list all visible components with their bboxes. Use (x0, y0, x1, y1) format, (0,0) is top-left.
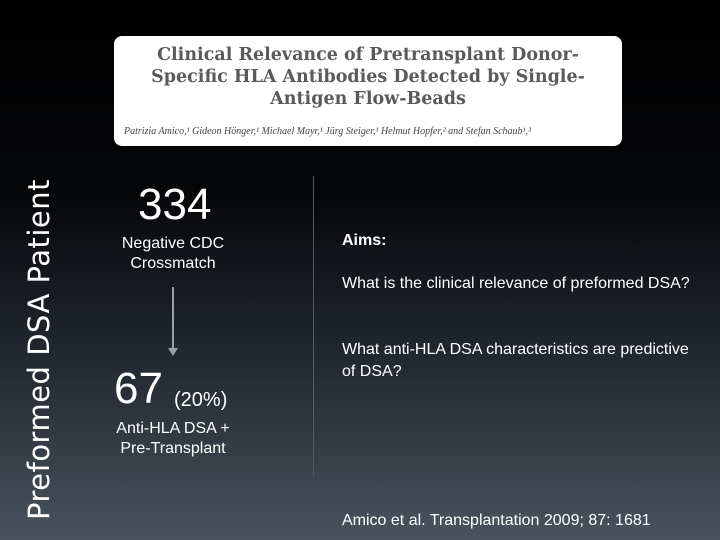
column-divider (313, 176, 314, 476)
paper-title: Clinical Relevance of Pretransplant Donor-Specific HLA Antibodies Detected by Single-Antigen Flow-Beads (151, 45, 585, 109)
arrow-down-icon (168, 348, 178, 356)
arrow-down-line (172, 287, 174, 349)
aim-question-1: What is the clinical relevance of preformed DSA? (342, 275, 690, 292)
dsa-positive-count: 67 (114, 364, 163, 413)
aim-question-2: What anti-HLA DSA characteristics are predictive of DSA? (342, 341, 689, 380)
total-patient-count: 334 (138, 180, 212, 229)
dsa-positive-percent: (20%) (174, 389, 228, 411)
slide-title: Preformed DSA Patient (22, 179, 56, 520)
citation: Amico et al. Transplantation 2009; 87: 1681 (342, 512, 651, 529)
aims-heading: Aims: (342, 232, 387, 249)
paper-authors: Patrizia Amico,¹ Gideon Hönger,¹ Michael Mayr,¹ Jürg Steiger,¹ Helmut Hopfer,² and Stefan Schaub¹,³ (124, 126, 532, 137)
paper-header-image (114, 36, 622, 146)
dsa-positive-label: Anti-HLA DSA + Pre-Transplant (116, 420, 230, 457)
total-patient-label: Negative CDC Crossmatch (121, 235, 225, 272)
